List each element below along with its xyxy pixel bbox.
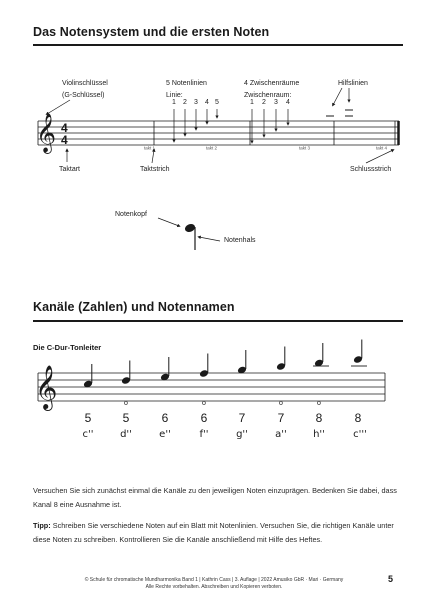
- measure-label: takt 2: [206, 145, 218, 151]
- space-number: 2: [262, 99, 266, 106]
- label-space-sub: Zwischenraum:: [244, 92, 292, 99]
- subtitle-scale: Die C-Dur-Tonleiter: [33, 343, 102, 352]
- line-number: 5: [215, 99, 219, 106]
- line-number: 1: [172, 99, 176, 106]
- note-name: c''': [353, 429, 367, 440]
- channel-number: 7: [238, 411, 246, 425]
- space-number: 4: [286, 99, 290, 106]
- paragraph-hint: Versuchen Sie sich zunächst einmal die Kanäle zu den jeweiligen Noten einzuprägen. Bedenken Sie dabei, dass Kanal 8 eine Ausnahme ist.: [33, 486, 397, 509]
- paragraph-tip: [33, 519, 403, 546]
- section-title-channels: Kanäle (Zahlen) und Notennamen: [33, 300, 235, 314]
- treble-clef-icon: 𝄞: [36, 114, 57, 152]
- channel-number: 8: [315, 411, 323, 425]
- note-name: f'': [199, 429, 209, 440]
- measure-label: takt 3: [299, 145, 311, 151]
- note-name: h'': [313, 429, 325, 440]
- time-sig-bottom: 4: [61, 133, 68, 147]
- tip-text: Schreiben Sie verschiedene Noten auf ein Blatt mit Notenlinien. Versuchen Sie, die richtigen Kanäle unter diese Noten zu schreiben. Kontrollieren Sie die Kanäle anschließend mit Hilfe des Heftes.: [33, 521, 394, 544]
- channel-number: 5: [122, 411, 130, 425]
- label-time-sig: Taktart: [59, 166, 81, 173]
- channel-number: 8: [354, 411, 362, 425]
- label-line-sub: Linie:: [166, 92, 183, 99]
- page-number: 5: [388, 574, 394, 584]
- channel-number: 5: [84, 411, 92, 425]
- blow-mark: o: [124, 400, 128, 407]
- note-name: a'': [275, 429, 287, 440]
- blow-mark: o: [279, 400, 283, 407]
- space-number: 3: [274, 99, 278, 106]
- channel-number: 6: [200, 411, 208, 425]
- blow-mark: o: [202, 400, 206, 407]
- label-ledger-lines: Hilfslinien: [338, 80, 368, 87]
- blow-mark: o: [317, 400, 321, 407]
- note-name: c'': [82, 429, 94, 440]
- note-name: d'': [120, 429, 132, 440]
- label-four-spaces: 4 Zwischenräume: [244, 80, 300, 87]
- time-sig-top: 4: [61, 121, 68, 135]
- channel-number: 6: [161, 411, 169, 425]
- footer-rights: Alle Rechte vorbehalten. Abschreiben und Kopieren verboten.: [145, 584, 283, 590]
- footer-copyright: © Schule für chromatische Mundharmonika Band 1 | Kathrin Cass | 3. Auflage | 2022 Amusiko GbR · Mari · Germany: [84, 577, 344, 583]
- label-five-lines: 5 Notenlinien: [166, 80, 207, 87]
- label-stem: Notenhals: [224, 237, 256, 244]
- space-number: 1: [250, 99, 254, 106]
- line-number: 2: [183, 99, 187, 106]
- treble-clef-icon: 𝄞: [35, 367, 58, 409]
- label-clef-line2: (G-Schlüssel): [62, 92, 105, 99]
- label-clef-line1: Violinschlüssel: [62, 80, 108, 87]
- measure-label: takt 4: [376, 145, 388, 151]
- channel-number: 7: [277, 411, 285, 425]
- note-name: e'': [159, 429, 171, 440]
- line-number: 4: [205, 99, 209, 106]
- note-name: g'': [236, 429, 248, 440]
- section-title-staff: Das Notensystem und die ersten Noten: [33, 25, 270, 39]
- line-number: 3: [194, 99, 198, 106]
- label-barline: Taktstrich: [140, 166, 170, 173]
- tip-label: Tipp:: [33, 521, 51, 530]
- measure-label: takt 1: [144, 145, 156, 151]
- label-notehead: Notenkopf: [115, 211, 147, 218]
- label-final-bar: Schlussstrich: [350, 166, 392, 173]
